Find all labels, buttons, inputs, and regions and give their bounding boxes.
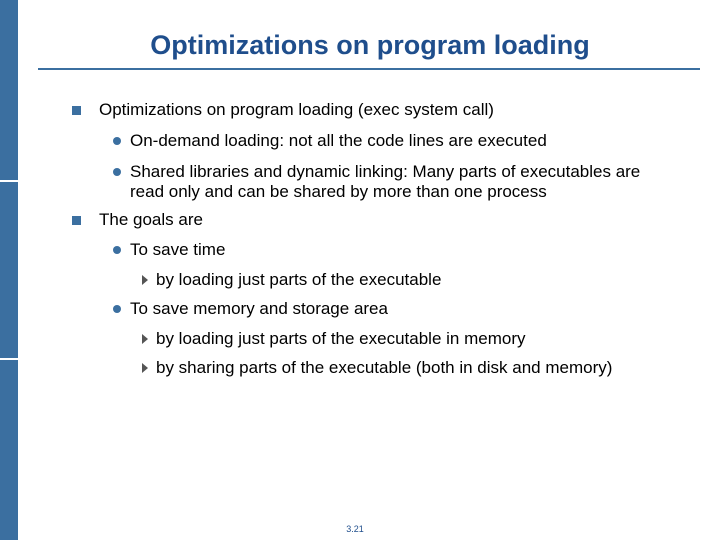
accent-bar-divider <box>0 180 18 182</box>
accent-bar-divider <box>0 358 18 360</box>
square-bullet-icon <box>72 106 81 115</box>
slide-title: Optimizations on program loading <box>150 30 590 60</box>
bullet-l3-loading-parts: by loading just parts of the executable <box>156 270 442 289</box>
bullet-l3-loading-in-memory: by loading just parts of the executable in memory <box>156 329 526 348</box>
bullet-l2-save-time: To save time <box>130 240 226 259</box>
bullet-l1-goals: The goals are <box>99 210 203 229</box>
bullet-l1-optimizations: Optimizations on program loading (exec system call) <box>99 100 494 119</box>
bullet-l3-sharing-parts: by sharing parts of the executable (both in disk and memory) <box>156 358 613 377</box>
round-bullet-icon <box>113 246 121 254</box>
round-bullet-icon <box>113 137 121 145</box>
bullet-l2-shared-libraries: Shared libraries and dynamic linking: Many parts of executables are <box>130 162 641 181</box>
triangle-bullet-icon <box>142 363 148 373</box>
triangle-bullet-icon <box>142 334 148 344</box>
left-accent-bar <box>0 0 18 540</box>
round-bullet-icon <box>113 305 121 313</box>
title-underline <box>38 68 700 70</box>
page-number: 3.21 <box>346 524 364 534</box>
bullet-l2-shared-libraries-cont: read only and can be shared by more than one process <box>130 182 547 201</box>
round-bullet-icon <box>113 168 121 176</box>
bullet-l2-on-demand: On-demand loading: not all the code lines are executed <box>130 131 547 150</box>
bullet-l2-save-memory: To save memory and storage area <box>130 299 388 318</box>
triangle-bullet-icon <box>142 275 148 285</box>
square-bullet-icon <box>72 216 81 225</box>
